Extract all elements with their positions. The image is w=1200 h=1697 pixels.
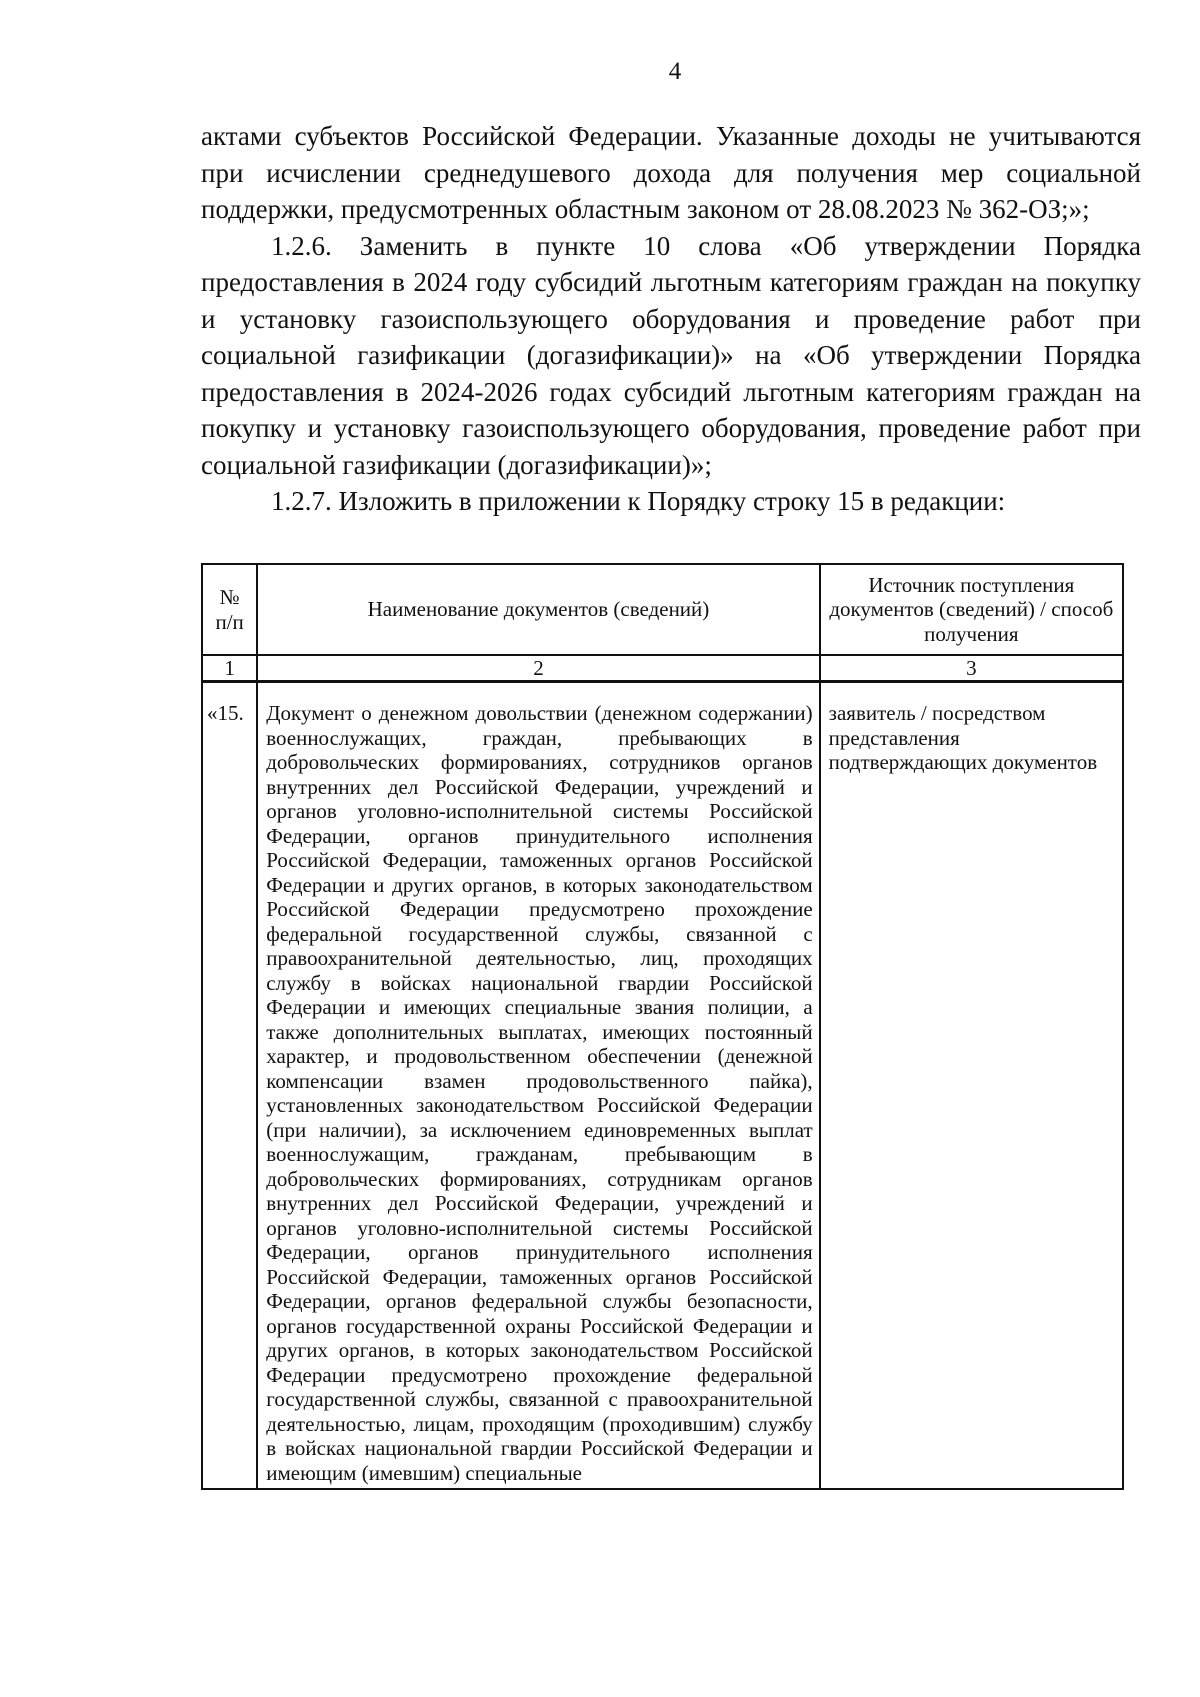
amendment-table [201, 563, 1124, 1490]
row-source: заявитель / посредством представления подтверждающих документов [820, 682, 1123, 1490]
paragraph-item-1-2-6: 1.2.6. Заменить в пункте 10 слова «Об утверждении Порядка предоставления в 2024 году субсидий льготным категориям граждан на покупку и установку газоиспользующего оборудования и проведение работ при социальной газификации (догазификации)» на «Об утверждении Порядка предоставления в 2024-2026 годах субсидий льготным категориям граждан на покупку и установку газоиспользующего оборудования, проведение работ при социальной газификации (догазификации)»; [201, 230, 1141, 480]
column-number-1: 1 [202, 655, 257, 682]
column-number-2: 2 [257, 655, 819, 682]
header-document-name: Наименование документов (сведений) [257, 564, 819, 655]
header-source: Источник поступления документов (сведений) / способ получения [820, 564, 1123, 655]
document-body [201, 118, 1141, 520]
table-column-numbers-row [202, 655, 1123, 682]
table-header-row [202, 564, 1123, 655]
column-number-3: 3 [820, 655, 1123, 682]
paragraph-item-1-2-7: 1.2.7. Изложить в приложении к Порядку строку 15 в редакции: [271, 486, 1006, 516]
row-number: «15. [202, 682, 257, 1490]
row-document-name: Документ о денежном довольствии (денежном содержании) военнослужащих, граждан, пребывающих в добровольческих формированиях, сотрудников органов внутренних дел Российской Федерации, учреждений и органов уголовно-исполнительной системы Российской Федерации, органов принудительного исполнения Российской Федерации, таможенных органов Российской Федерации и других органов, в которых законодательством Российской Федерации предусмотрено прохождение федеральной государственной службы, связанной с правоохранительной деятельностью, лиц, проходящих службу в войсках национальной гвардии Российской Федерации и имеющих специальные звания полиции, а также дополнительных выплатах, имеющих постоянный характер, и продовольственном обеспечении (денежной компенсации взамен продовольственного пайка), установленных законодательством Российской Федерации (при наличии), за исключением единовременных выплат военнослужащим, гражданам, пребывающим в добровольческих формированиях, сотрудникам органов внутренних дел Российской Федерации, учреждений и органов уголовно-исполнительной системы Российской Федерации, органов принудительного исполнения Российской Федерации, таможенных органов Российской Федерации, органов федеральной службы безопасности, органов государственной охраны Российской Федерации и других органов, в которых законодательством Российской Федерации предусмотрено прохождение федеральной государственной службы, связанной с правоохранительной деятельностью, лицам, проходящим (проходившим) службу в войсках национальной гвардии Российской Федерации и имеющим (имевшим) специальные [257, 682, 819, 1490]
header-number: № п/п [202, 564, 257, 655]
paragraph-continuation: актами субъектов Российской Федерации. Указанные доходы не учитываются при исчислении среднедушевого дохода для получения мер социальной поддержки, предусмотренных областным законом от 28.08.2023 № 362-ОЗ;»; [201, 121, 1141, 224]
page-number: 4 [668, 58, 682, 85]
table-row [202, 682, 1123, 1490]
